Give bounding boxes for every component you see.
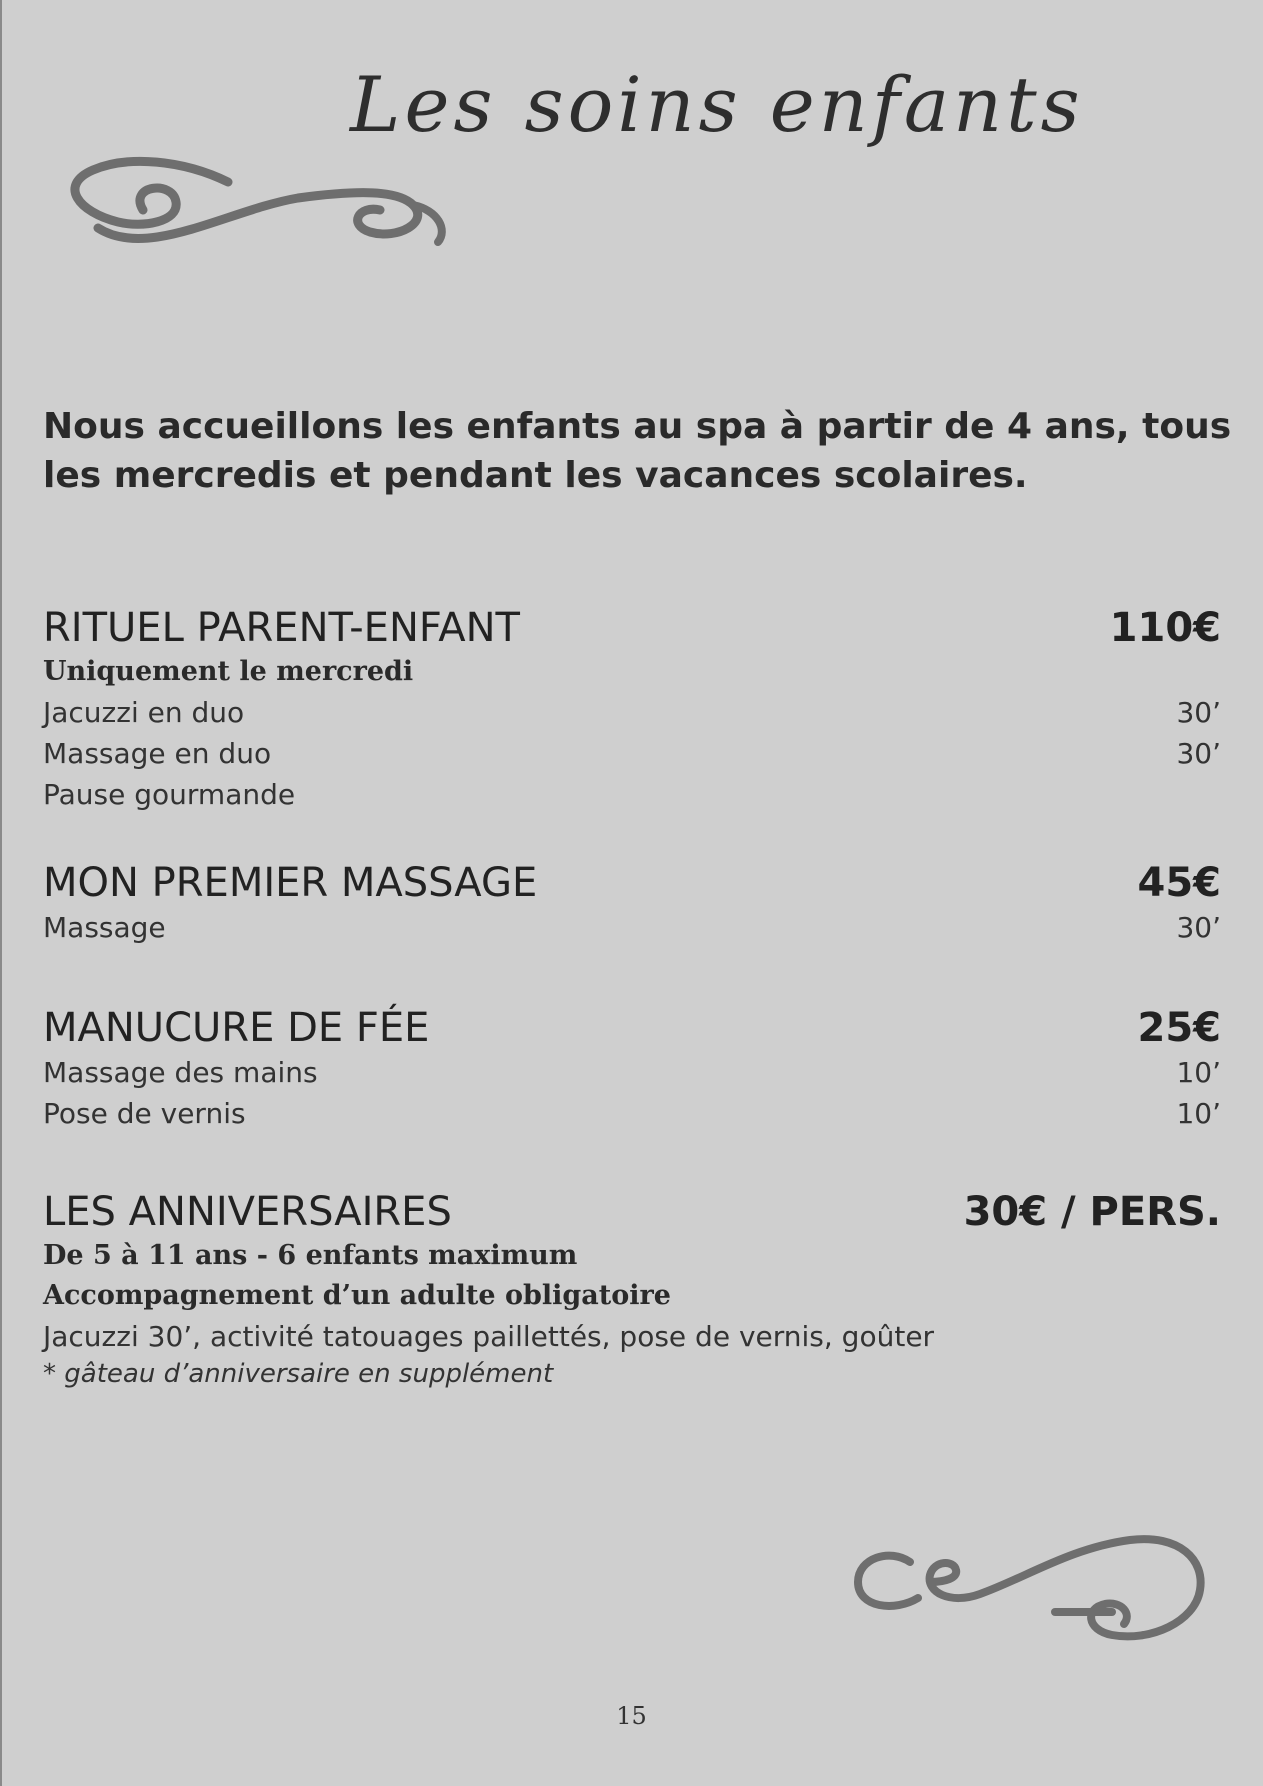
section-price: 30€ / PERS. [963,1189,1221,1235]
section-header [43,1188,1221,1236]
section-manucure-de-fee [43,1004,1221,1134]
item-label: Pause gourmande [43,778,296,811]
section-price: 25€ [1137,1005,1221,1051]
section-title: MANUCURE DE FÉE [43,1005,430,1051]
flourish-bottom-icon [850,1530,1210,1649]
flourish-top-icon [58,150,458,264]
page-number: 15 [616,1702,647,1730]
list-item [43,692,1221,733]
item-label: Pose de vernis [43,1097,246,1130]
list-item [43,907,1221,948]
page-edge [0,0,2,1786]
item-duration: 30’ [1176,696,1221,729]
item-label: Jacuzzi en duo [43,696,245,729]
item-duration: 10’ [1176,1056,1221,1089]
section-note: De 5 à 11 ans - 6 enfants maximum [43,1240,578,1271]
item-duration: 10’ [1176,1097,1221,1130]
item-label: Jacuzzi 30’, activité tatouages paillettés, pose de vernis, goûter [43,1320,935,1353]
list-item [43,1316,1221,1357]
section-title: MON PREMIER MASSAGE [43,860,538,906]
section-note: Uniquement le mercredi [43,656,414,687]
section-les-anniversaires [43,1188,1221,1391]
section-header [43,859,1221,907]
footnote: * gâteau d’anniversaire en supplément [43,1359,554,1389]
intro-text: Nous accueillons les enfants au spa à partir de 4 ans, tous les mercredis et pendant les vacances scolaires. [43,406,1232,496]
item-label: Massage en duo [43,737,272,770]
section-mon-premier-massage [43,859,1221,948]
page-title: Les soins enfants [350,60,1084,149]
section-title: RITUEL PARENT-ENFANT [43,605,520,651]
item-label: Massage [43,911,166,944]
section-price: 45€ [1137,860,1221,906]
list-item [43,774,1221,815]
list-item [43,733,1221,774]
section-rituel-parent-enfant [43,604,1221,815]
item-label: Massage des mains [43,1056,318,1089]
section-header [43,1004,1221,1052]
item-duration: 30’ [1176,911,1221,944]
list-item [43,1093,1221,1134]
item-duration: 30’ [1176,737,1221,770]
section-title: LES ANNIVERSAIRES [43,1189,452,1235]
section-price: 110€ [1109,605,1221,651]
list-item [43,1052,1221,1093]
section-header [43,604,1221,652]
section-note: Accompagnement d’un adulte obligatoire [43,1280,671,1311]
